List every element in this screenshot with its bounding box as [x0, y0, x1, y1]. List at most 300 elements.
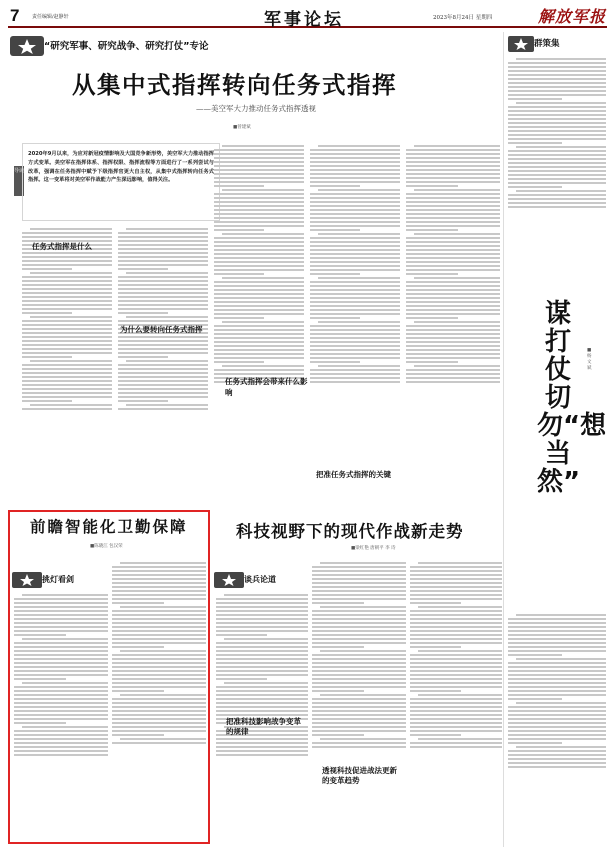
text-line	[406, 225, 500, 227]
text-line	[310, 313, 400, 315]
text-line	[126, 316, 208, 318]
text-line	[414, 145, 500, 147]
text-line	[214, 157, 304, 159]
text-line	[22, 312, 72, 314]
text-line	[508, 122, 606, 124]
text-line	[214, 325, 304, 327]
text-line	[516, 702, 606, 704]
text-line	[318, 233, 400, 235]
text-line	[410, 598, 502, 600]
text-line	[310, 301, 400, 303]
text-line	[508, 170, 606, 172]
text-line	[310, 173, 400, 175]
text-line	[410, 626, 502, 628]
text-line	[310, 333, 400, 335]
text-line	[216, 746, 308, 748]
text-line	[508, 74, 606, 76]
text-line	[112, 586, 206, 588]
text-line	[14, 618, 108, 620]
article-b-section-title: 挑灯看剑	[42, 575, 74, 584]
text-line	[406, 357, 500, 359]
text-line	[508, 714, 606, 716]
text-line	[406, 201, 500, 203]
text-line	[414, 233, 500, 235]
text-line	[214, 269, 304, 271]
page-number: 7	[10, 6, 20, 25]
text-line	[310, 213, 400, 215]
text-line	[216, 710, 308, 712]
text-line	[112, 730, 206, 732]
lead-body-col-3	[214, 143, 304, 506]
text-line	[406, 289, 500, 291]
text-line	[120, 650, 206, 652]
text-line	[14, 610, 108, 612]
text-line	[14, 622, 108, 624]
text-line	[214, 257, 304, 259]
text-line	[22, 236, 112, 238]
text-line	[214, 217, 304, 219]
text-line	[508, 118, 606, 120]
guide-tab: 导读	[14, 166, 24, 196]
text-line	[22, 296, 112, 298]
text-line	[508, 626, 606, 628]
text-line	[118, 348, 208, 350]
text-line	[118, 248, 208, 250]
text-line	[22, 344, 112, 346]
text-line	[118, 384, 208, 386]
text-line	[216, 630, 308, 632]
text-line	[14, 730, 108, 732]
text-line	[414, 189, 500, 191]
text-line	[118, 264, 208, 266]
lead-byline: ■曾建斌	[233, 125, 251, 130]
text-line	[312, 666, 406, 668]
text-line	[214, 185, 264, 187]
text-line	[320, 694, 406, 696]
text-line	[14, 674, 108, 676]
text-line	[22, 726, 108, 728]
text-line	[224, 594, 308, 596]
text-line	[214, 225, 304, 227]
text-line	[406, 261, 500, 263]
text-line	[406, 325, 500, 327]
text-line	[118, 292, 208, 294]
text-line	[406, 349, 500, 351]
text-line	[14, 602, 108, 604]
text-line	[214, 309, 304, 311]
text-line	[126, 404, 208, 406]
text-line	[224, 638, 308, 640]
text-line	[214, 245, 304, 247]
text-line	[214, 181, 304, 183]
text-line	[410, 638, 502, 640]
text-line	[118, 296, 208, 298]
text-line	[118, 368, 208, 370]
text-line	[406, 265, 500, 267]
text-line	[508, 678, 606, 680]
text-line	[214, 361, 264, 363]
text-line	[406, 205, 500, 207]
text-line	[120, 562, 206, 564]
text-line	[508, 646, 606, 648]
text-line	[118, 300, 208, 302]
text-line	[112, 578, 206, 580]
text-line	[406, 369, 500, 371]
text-line	[312, 578, 406, 580]
column-divider	[503, 32, 504, 847]
text-line	[118, 304, 208, 306]
text-line	[22, 276, 112, 278]
text-line	[406, 217, 500, 219]
text-line	[406, 305, 500, 307]
text-line	[406, 181, 500, 183]
text-line	[312, 590, 406, 592]
text-line	[312, 574, 406, 576]
text-line	[410, 594, 502, 596]
text-line	[406, 257, 500, 259]
text-line	[112, 634, 206, 636]
text-line	[222, 277, 304, 279]
article-c-headline: 科技视野下的现代作战新走势	[236, 522, 464, 541]
text-line	[214, 205, 304, 207]
text-line	[410, 722, 502, 724]
text-line	[216, 610, 308, 612]
text-line	[112, 598, 206, 600]
text-line	[214, 357, 304, 359]
text-line	[14, 690, 108, 692]
text-line	[508, 758, 606, 760]
text-line	[410, 718, 502, 720]
text-line	[508, 742, 562, 744]
text-line	[222, 189, 304, 191]
article-c-section-title: 谈兵论道	[244, 575, 276, 584]
text-line	[312, 670, 406, 672]
text-line	[508, 154, 606, 156]
text-line	[310, 361, 360, 363]
text-line	[22, 252, 112, 254]
text-line	[222, 145, 304, 147]
text-line	[14, 658, 108, 660]
text-line	[22, 368, 112, 370]
text-line	[320, 606, 406, 608]
text-line	[310, 381, 400, 383]
text-line	[214, 297, 304, 299]
text-line	[406, 241, 500, 243]
text-line	[22, 348, 112, 350]
text-line	[406, 165, 500, 167]
text-line	[310, 225, 400, 227]
text-line	[508, 130, 606, 132]
text-line	[112, 702, 206, 704]
newspaper-logo: 解放军报	[538, 7, 607, 26]
text-line	[406, 293, 500, 295]
text-line	[216, 750, 308, 752]
text-line	[406, 377, 500, 379]
text-line	[112, 626, 206, 628]
text-line	[22, 328, 112, 330]
text-line	[406, 373, 500, 375]
text-line	[312, 634, 406, 636]
text-line	[216, 658, 308, 660]
text-line	[214, 173, 304, 175]
text-line	[216, 706, 308, 708]
text-line	[112, 710, 206, 712]
text-line	[14, 662, 108, 664]
text-line	[214, 261, 304, 263]
text-line	[14, 606, 108, 608]
text-line	[30, 316, 112, 318]
text-line	[406, 149, 500, 151]
text-line	[410, 602, 461, 604]
text-line	[310, 269, 400, 271]
text-line	[216, 698, 308, 700]
text-line	[214, 197, 304, 199]
text-line	[112, 662, 206, 664]
text-line	[216, 714, 308, 716]
text-line	[14, 742, 108, 744]
text-line	[508, 698, 562, 700]
text-line	[406, 281, 500, 283]
text-line	[118, 352, 208, 354]
text-line	[14, 634, 66, 636]
text-line	[410, 570, 502, 572]
text-line	[410, 746, 502, 748]
text-line	[118, 308, 208, 310]
text-line	[214, 349, 304, 351]
section-title: 军事论坛	[264, 10, 344, 30]
text-line	[112, 602, 164, 604]
text-line	[216, 674, 308, 676]
text-line	[112, 638, 206, 640]
text-line	[508, 194, 606, 196]
text-line	[508, 174, 606, 176]
article-c-section-heading: 透视科技促进战法更新的变革趋势	[322, 766, 397, 785]
text-line	[418, 738, 502, 740]
text-line	[410, 698, 502, 700]
text-line	[310, 293, 400, 295]
text-line	[414, 277, 500, 279]
text-line	[312, 734, 364, 736]
text-line	[14, 694, 108, 696]
text-line	[508, 150, 606, 152]
text-line	[118, 380, 208, 382]
text-line	[310, 241, 400, 243]
text-line	[312, 686, 406, 688]
section-emblem-icon	[12, 572, 42, 588]
text-line	[126, 228, 208, 230]
text-line	[406, 301, 500, 303]
text-line	[414, 321, 500, 323]
text-line	[310, 181, 400, 183]
text-line	[214, 241, 304, 243]
text-line	[14, 714, 108, 716]
text-line	[410, 614, 502, 616]
text-line	[118, 232, 208, 234]
text-line	[318, 189, 400, 191]
text-line	[312, 742, 406, 744]
text-line	[516, 190, 606, 192]
text-line	[216, 614, 308, 616]
text-line	[14, 642, 108, 644]
text-line	[120, 738, 206, 740]
text-line	[14, 754, 108, 756]
text-line	[310, 209, 400, 211]
text-line	[214, 353, 304, 355]
text-line	[312, 730, 406, 732]
text-line	[118, 284, 208, 286]
text-line	[508, 650, 606, 652]
text-line	[14, 738, 108, 740]
text-line	[312, 674, 406, 676]
text-line	[320, 562, 406, 564]
text-line	[318, 365, 400, 367]
issue-date: 2023年8月24日 星期四	[433, 15, 493, 21]
text-line	[214, 301, 304, 303]
text-line	[216, 690, 308, 692]
text-line	[508, 158, 606, 160]
text-line	[214, 201, 304, 203]
text-line	[14, 614, 108, 616]
text-line	[516, 146, 606, 148]
text-line	[112, 570, 206, 572]
text-line	[216, 738, 308, 740]
text-line	[112, 666, 206, 668]
text-line	[22, 380, 112, 382]
text-line	[22, 336, 112, 338]
text-line	[214, 317, 264, 319]
column-body-bottom	[508, 612, 606, 846]
text-line	[508, 82, 606, 84]
text-line	[222, 321, 304, 323]
text-line	[406, 337, 500, 339]
text-line	[508, 162, 606, 164]
text-line	[310, 285, 400, 287]
text-line	[14, 750, 108, 752]
column-byline: ■杨文斌	[587, 348, 592, 371]
text-line	[214, 345, 304, 347]
text-line	[406, 197, 500, 199]
text-line	[410, 654, 502, 656]
text-line	[418, 650, 502, 652]
text-line	[14, 666, 108, 668]
text-line	[310, 153, 400, 155]
text-line	[508, 730, 606, 732]
lead-headline: 从集中式指挥转向任务式指挥	[72, 71, 397, 99]
text-line	[312, 602, 364, 604]
text-line	[410, 666, 502, 668]
text-line	[118, 400, 168, 402]
text-line	[214, 369, 304, 371]
text-line	[312, 654, 406, 656]
text-line	[22, 638, 108, 640]
lead-section-heading: 任务式指挥会带来什么影响	[225, 377, 308, 397]
text-line	[310, 249, 400, 251]
text-line	[312, 598, 406, 600]
text-line	[14, 650, 108, 652]
text-line	[310, 169, 400, 171]
text-line	[214, 209, 304, 211]
text-line	[216, 646, 308, 648]
text-line	[312, 618, 406, 620]
text-line	[310, 217, 400, 219]
text-line	[310, 149, 400, 151]
text-line	[214, 193, 304, 195]
text-line	[410, 714, 502, 716]
text-line	[22, 392, 112, 394]
text-line	[310, 177, 400, 179]
text-line	[224, 682, 308, 684]
text-line	[214, 265, 304, 267]
text-line	[312, 582, 406, 584]
text-line	[22, 300, 112, 302]
text-line	[508, 106, 606, 108]
text-line	[118, 244, 208, 246]
article-b-body-col-1	[14, 592, 108, 840]
text-line	[410, 566, 502, 568]
text-line	[508, 78, 606, 80]
text-line	[508, 178, 606, 180]
text-line	[112, 714, 206, 716]
text-line	[318, 145, 400, 147]
text-line	[312, 702, 406, 704]
lead-section-heading: 把准任务式指挥的关键	[316, 470, 391, 479]
text-line	[118, 252, 208, 254]
text-line	[508, 134, 606, 136]
text-line	[310, 157, 400, 159]
text-line	[310, 281, 400, 283]
text-line	[410, 682, 502, 684]
text-line	[508, 726, 606, 728]
text-line	[214, 285, 304, 287]
text-line	[410, 690, 461, 692]
lead-section-heading: 为什么要转向任务式指挥	[120, 325, 203, 334]
text-line	[312, 662, 406, 664]
text-line	[118, 236, 208, 238]
lead-body-col-1	[22, 226, 112, 506]
text-line	[410, 642, 502, 644]
text-line	[508, 706, 606, 708]
text-line	[406, 329, 500, 331]
text-line	[508, 666, 606, 668]
text-line	[22, 388, 112, 390]
text-line	[22, 332, 112, 334]
text-line	[310, 229, 360, 231]
text-line	[22, 400, 72, 402]
text-line	[22, 682, 108, 684]
text-line	[406, 353, 500, 355]
text-line	[410, 646, 461, 648]
text-line	[508, 754, 606, 756]
text-line	[312, 682, 406, 684]
text-line	[508, 138, 606, 140]
text-line	[214, 161, 304, 163]
text-line	[14, 746, 108, 748]
text-line	[216, 626, 308, 628]
text-line	[406, 333, 500, 335]
text-line	[406, 177, 500, 179]
text-line	[14, 702, 108, 704]
text-line	[406, 253, 500, 255]
text-line	[22, 372, 112, 374]
text-line	[508, 634, 606, 636]
text-line	[410, 702, 502, 704]
text-line	[406, 221, 500, 223]
text-line	[508, 762, 606, 764]
text-line	[312, 722, 406, 724]
text-line	[406, 173, 500, 175]
text-line	[216, 670, 308, 672]
text-line	[216, 602, 308, 604]
